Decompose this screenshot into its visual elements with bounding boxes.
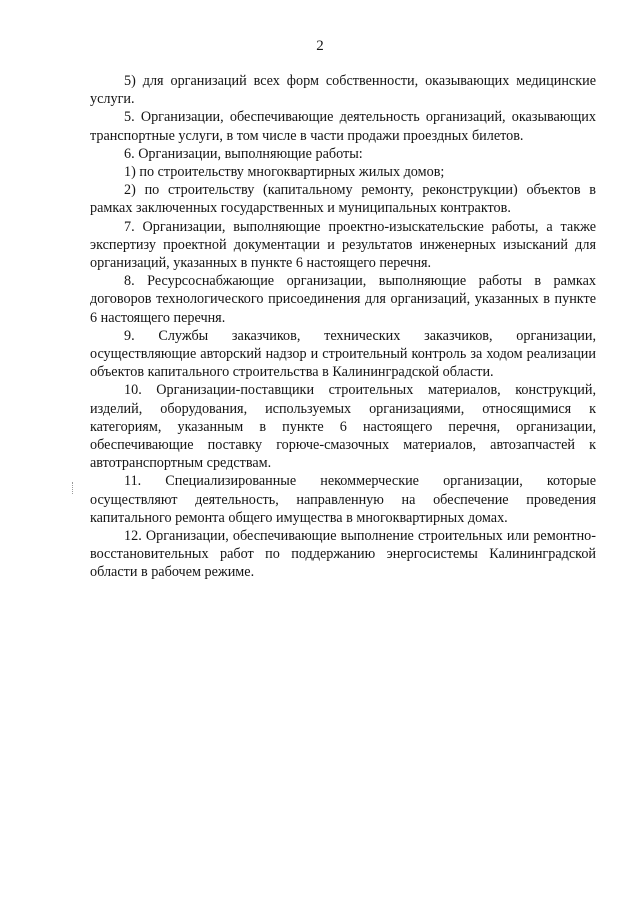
document-body (90, 72, 596, 582)
paragraph-item-5-medical: 5) для организаций всех форм собственности, оказывающих медицинские услуги. (90, 73, 596, 108)
paragraph-item-11: 11. Специализированные некоммерческие организации, которые осуществляют деятельность, направленную на обеспечение проведения капитального ремонта общего имущества в многоквартирных домах. (90, 473, 596, 526)
paragraph-item-6: 6. Организации, выполняющие работы: (124, 145, 363, 162)
paragraph-item-5-transport: 5. Организации, обеспечивающие деятельность организаций, оказывающих транспортные услуги, в том числе в части продажи проездных билетов. (90, 109, 596, 144)
paragraph-item-10: 10. Организации-поставщики строительных материалов, конструкций, изделий, оборудования, используемых организациями, относящимися к категориям, указанным в пункте 6 настоящего перечня, организации, обеспечивающие поставку горюче-смазочных материалов, автозапчастей к автотранспортным средствам. (90, 382, 596, 472)
page-number: 2 (316, 38, 324, 54)
paragraph-item-6-1: 1) по строительству многоквартирных жилых домов; (124, 164, 445, 181)
paragraph-item-8: 8. Ресурсоснабжающие организации, выполняющие работы в рамках договоров технологического присоединения для организаций, указанных в пункте 6 настоящего перечня. (90, 273, 596, 326)
paragraph-item-9: 9. Службы заказчиков, технических заказчиков, организации, осуществляющие авторский надзор и строительный контроль за ходом реализации объектов капитального строительства в Калининградской области. (90, 327, 596, 381)
paragraph-item-12: 12. Организации, обеспечивающие выполнение строительных или ремонтно-восстановительных работ по поддержанию энергосистемы Калининградской области в рабочем режиме. (90, 528, 596, 581)
paragraph-item-6-2: 2) по строительству (капитальному ремонту, реконструкции) объектов в рамках заключенных государственных и муниципальных контрактов. (90, 182, 596, 217)
margin-mark (72, 482, 76, 494)
paragraph-item-7: 7. Организации, выполняющие проектно-изыскательские работы, а также экспертизу проектной документации и результатов инженерных изысканий для организаций, указанных в пункте 6 настоящего перечня. (90, 218, 596, 272)
